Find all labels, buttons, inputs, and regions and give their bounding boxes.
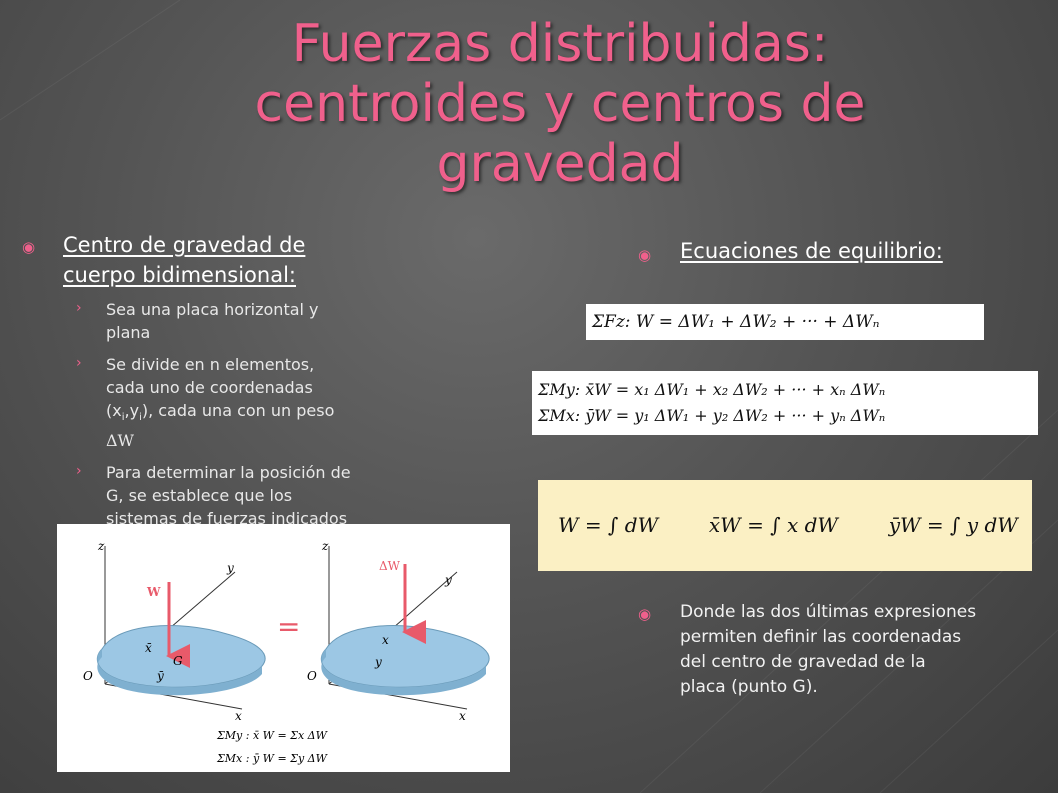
integral-W: W = ∫ dW xyxy=(558,513,659,537)
label-W: W xyxy=(147,585,161,599)
moment-eq-y: ΣMy : x̄ W = Σx ΔW xyxy=(217,729,327,742)
title-line-1: Fuerzas distribuidas: xyxy=(291,14,829,74)
item-text: Se divide en n elementos, xyxy=(106,355,315,374)
label-xbar: x̄ xyxy=(145,641,152,655)
slide-title xyxy=(150,14,970,194)
item-text: ΔW xyxy=(106,431,134,451)
label-y-coord: y xyxy=(375,655,382,669)
item-text: G, se establece que los xyxy=(106,486,293,505)
equation-sum-fz: ΣFz: W = ΔW₁ + ΔW₂ + ··· + ΔWₙ xyxy=(586,304,984,340)
chevron-right-icon: › xyxy=(76,355,82,371)
label-O: O xyxy=(83,669,93,683)
chevron-right-icon: › xyxy=(76,463,82,479)
label-x: x xyxy=(235,709,242,723)
title-line-2: centroides y centros de xyxy=(254,74,866,134)
item-text: sistemas de fuerzas indicados xyxy=(106,509,348,524)
integral-equations xyxy=(538,480,1032,571)
bullet-icon: ◉ xyxy=(638,246,652,264)
right-heading: Ecuaciones de equilibrio: xyxy=(680,239,943,263)
item-text: Sea una placa horizontal y xyxy=(106,300,319,319)
label-O: O xyxy=(307,669,317,683)
subscript: i xyxy=(139,412,142,424)
label-G: G xyxy=(173,654,183,668)
note-line: del centro de gravedad de la xyxy=(680,652,926,672)
note-line: permiten definir las coordenadas xyxy=(680,627,962,647)
note-line: Donde las dos últimas expresiones xyxy=(680,602,977,622)
equals-sign: = xyxy=(277,610,301,643)
plate-diagram xyxy=(57,524,510,772)
left-heading-line-1: Centro de gravedad de xyxy=(63,233,306,257)
list-item xyxy=(106,298,319,344)
item-text xyxy=(106,399,334,429)
item-text: cada uno de coordenadas xyxy=(106,378,313,397)
item-text: ), cada una con un peso xyxy=(141,401,335,420)
title-line-3: gravedad xyxy=(436,134,684,194)
bullet-icon: ◉ xyxy=(638,605,652,623)
list-item xyxy=(106,353,334,452)
label-ybar: ȳ xyxy=(157,669,164,683)
item-text: ,y xyxy=(124,401,140,420)
list-item xyxy=(106,461,351,524)
chevron-right-icon: › xyxy=(76,300,82,316)
label-y: y xyxy=(227,561,234,575)
left-heading-line-2: cuerpo bidimensional: xyxy=(63,263,296,287)
label-x: x xyxy=(459,709,466,723)
label-z: z xyxy=(322,539,329,553)
equation-moments xyxy=(532,371,1038,435)
integral-xW: x̄W = ∫ x dW xyxy=(708,513,838,537)
item-text: (x xyxy=(106,401,122,420)
left-heading xyxy=(63,230,305,290)
item-text: plana xyxy=(106,323,151,342)
item-text: Para determinar la posición de xyxy=(106,463,351,482)
plate-figure xyxy=(57,524,510,772)
subscript: i xyxy=(121,412,125,424)
label-x-coord: x xyxy=(382,633,389,647)
equation-moment-y: ΣMy: x̄W = x₁ ΔW₁ + x₂ ΔW₂ + ··· + xₙ ΔWₙ xyxy=(538,380,886,399)
plate-shape xyxy=(321,626,489,688)
label-y: y xyxy=(445,573,452,587)
label-dW: ΔW xyxy=(379,559,400,573)
label-z: z xyxy=(98,539,105,553)
equation-moment-x: ΣMx: ȳW = y₁ ΔW₁ + y₂ ΔW₂ + ··· + yₙ ΔWₙ xyxy=(538,406,886,425)
integral-yW: ȳW = ∫ y dW xyxy=(888,513,1018,537)
bullet-icon: ◉ xyxy=(22,238,36,256)
note-line: placa (punto G). xyxy=(680,677,818,697)
moment-eq-x: ΣMx : ȳ W = Σy ΔW xyxy=(217,752,327,765)
conclusion-note xyxy=(680,600,976,700)
